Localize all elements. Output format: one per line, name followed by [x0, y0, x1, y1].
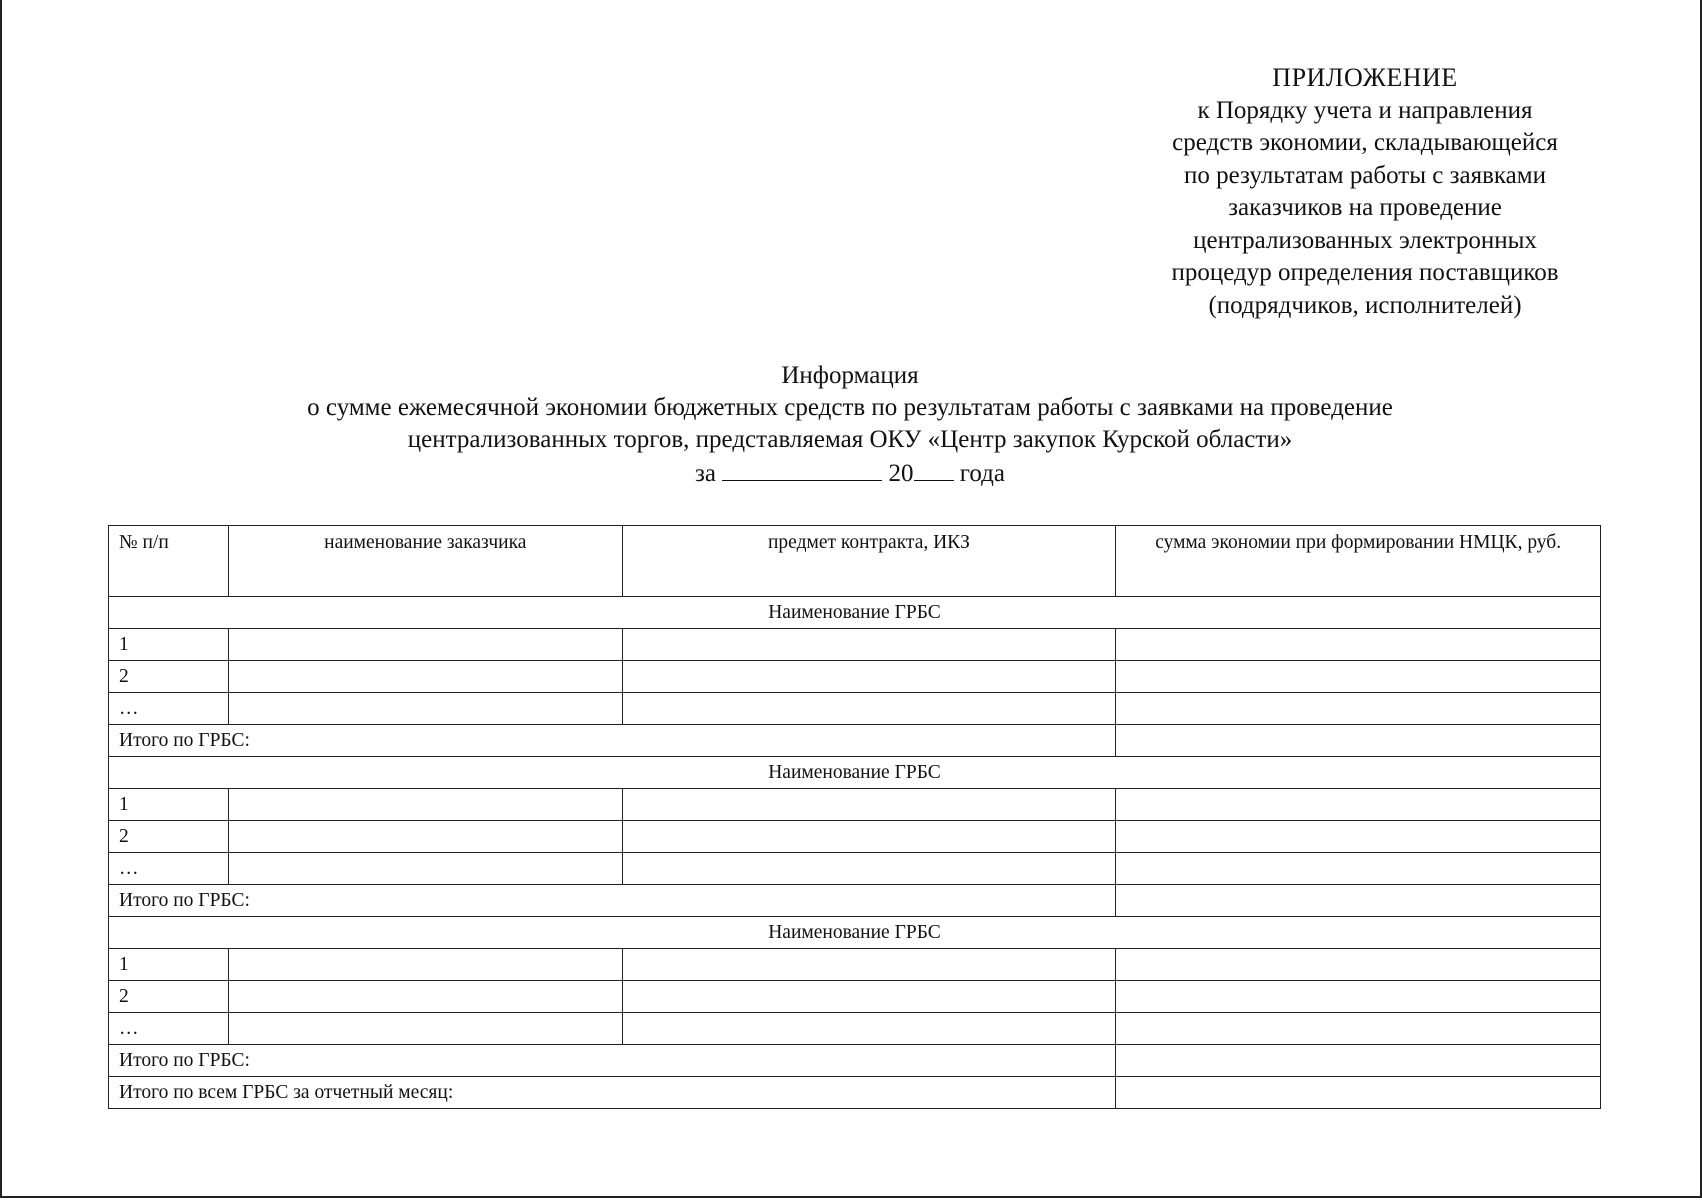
customer-cell — [228, 693, 622, 725]
appendix-line: (подрядчиков, исполнителей) — [1208, 291, 1522, 319]
row-number: … — [109, 693, 229, 725]
subject-cell — [622, 949, 1116, 981]
savings-cell — [1116, 693, 1601, 725]
table-row — [109, 981, 1601, 1013]
customer-cell — [228, 981, 622, 1013]
savings-cell — [1116, 853, 1601, 885]
row-number: 1 — [109, 629, 229, 661]
customer-cell — [228, 853, 622, 885]
customer-cell — [228, 661, 622, 693]
document-heading — [200, 360, 1500, 490]
subject-cell — [622, 629, 1116, 661]
table-header-row — [109, 526, 1601, 597]
appendix-line: по результатам работы с заявками — [1184, 161, 1546, 189]
document-subtitle-line: централизованных торгов, представляемая ОКУ «Центр закупок Курской области» — [407, 426, 1293, 453]
table-row — [109, 821, 1601, 853]
group-total-label: Итого по ГРБС: — [109, 1045, 1116, 1077]
grand-total-row — [109, 1077, 1601, 1109]
subject-cell — [622, 853, 1116, 885]
group-name: Наименование ГРБС — [109, 597, 1601, 629]
appendix-block — [1110, 62, 1620, 322]
savings-cell — [1116, 821, 1601, 853]
subject-cell — [622, 661, 1116, 693]
table-row — [109, 661, 1601, 693]
table-row — [109, 629, 1601, 661]
group-header-row — [109, 757, 1601, 789]
period-suffix: года — [959, 460, 1005, 487]
row-number: 2 — [109, 661, 229, 693]
table-row — [109, 693, 1601, 725]
savings-cell — [1116, 629, 1601, 661]
appendix-line: централизованных электронных — [1193, 226, 1537, 254]
customer-cell — [228, 949, 622, 981]
group-name: Наименование ГРБС — [109, 757, 1601, 789]
savings-table — [108, 525, 1601, 1109]
appendix-line: к Порядку учета и направления — [1197, 96, 1533, 124]
savings-cell — [1116, 1013, 1601, 1045]
table-row — [109, 789, 1601, 821]
row-number: 1 — [109, 789, 229, 821]
group-total-value — [1116, 1045, 1601, 1077]
subject-cell — [622, 693, 1116, 725]
subject-cell — [622, 821, 1116, 853]
group-total-label: Итого по ГРБС: — [109, 725, 1116, 757]
year-blank — [914, 456, 954, 481]
customer-cell — [228, 789, 622, 821]
appendix-line: процедур определения поставщиков — [1171, 259, 1559, 286]
subject-cell — [622, 1013, 1116, 1045]
header-customer: наименование заказчика — [228, 526, 622, 597]
table-row — [109, 853, 1601, 885]
savings-cell — [1116, 981, 1601, 1013]
group-total-row — [109, 1045, 1601, 1077]
group-header-row — [109, 917, 1601, 949]
header-subject: предмет контракта, ИКЗ — [622, 526, 1116, 597]
row-number: … — [109, 853, 229, 885]
savings-cell — [1116, 949, 1601, 981]
table-row — [109, 1013, 1601, 1045]
group-total-value — [1116, 885, 1601, 917]
group-header-row — [109, 597, 1601, 629]
savings-cell — [1116, 789, 1601, 821]
grand-total-value — [1116, 1077, 1601, 1109]
savings-cell — [1116, 661, 1601, 693]
reporting-period — [200, 456, 1500, 490]
table-row — [109, 949, 1601, 981]
appendix-line: заказчиков на проведение — [1228, 194, 1502, 221]
group-total-row — [109, 885, 1601, 917]
row-number: 2 — [109, 981, 229, 1013]
month-blank — [722, 456, 882, 481]
period-year-prefix: 20 — [888, 460, 914, 487]
customer-cell — [228, 821, 622, 853]
group-total-label: Итого по ГРБС: — [109, 885, 1116, 917]
period-prefix: за — [695, 460, 716, 487]
document-title: Информация — [781, 362, 919, 389]
group-total-value — [1116, 725, 1601, 757]
appendix-line: средств экономии, складывающейся — [1172, 129, 1558, 156]
group-total-row — [109, 725, 1601, 757]
row-number: 2 — [109, 821, 229, 853]
row-number: 1 — [109, 949, 229, 981]
header-savings: сумма экономии при формировании НМЦК, руб. — [1116, 526, 1601, 597]
row-number: … — [109, 1013, 229, 1045]
appendix-title: ПРИЛОЖЕНИЕ — [1272, 63, 1458, 92]
customer-cell — [228, 1013, 622, 1045]
subject-cell — [622, 789, 1116, 821]
customer-cell — [228, 629, 622, 661]
group-name: Наименование ГРБС — [109, 917, 1601, 949]
document-subtitle-line: о сумме ежемесячной экономии бюджетных средств по результатам работы с заявками на проведение — [307, 394, 1393, 421]
subject-cell — [622, 981, 1116, 1013]
header-num: № п/п — [109, 526, 229, 597]
grand-total-label: Итого по всем ГРБС за отчетный месяц: — [109, 1077, 1116, 1109]
